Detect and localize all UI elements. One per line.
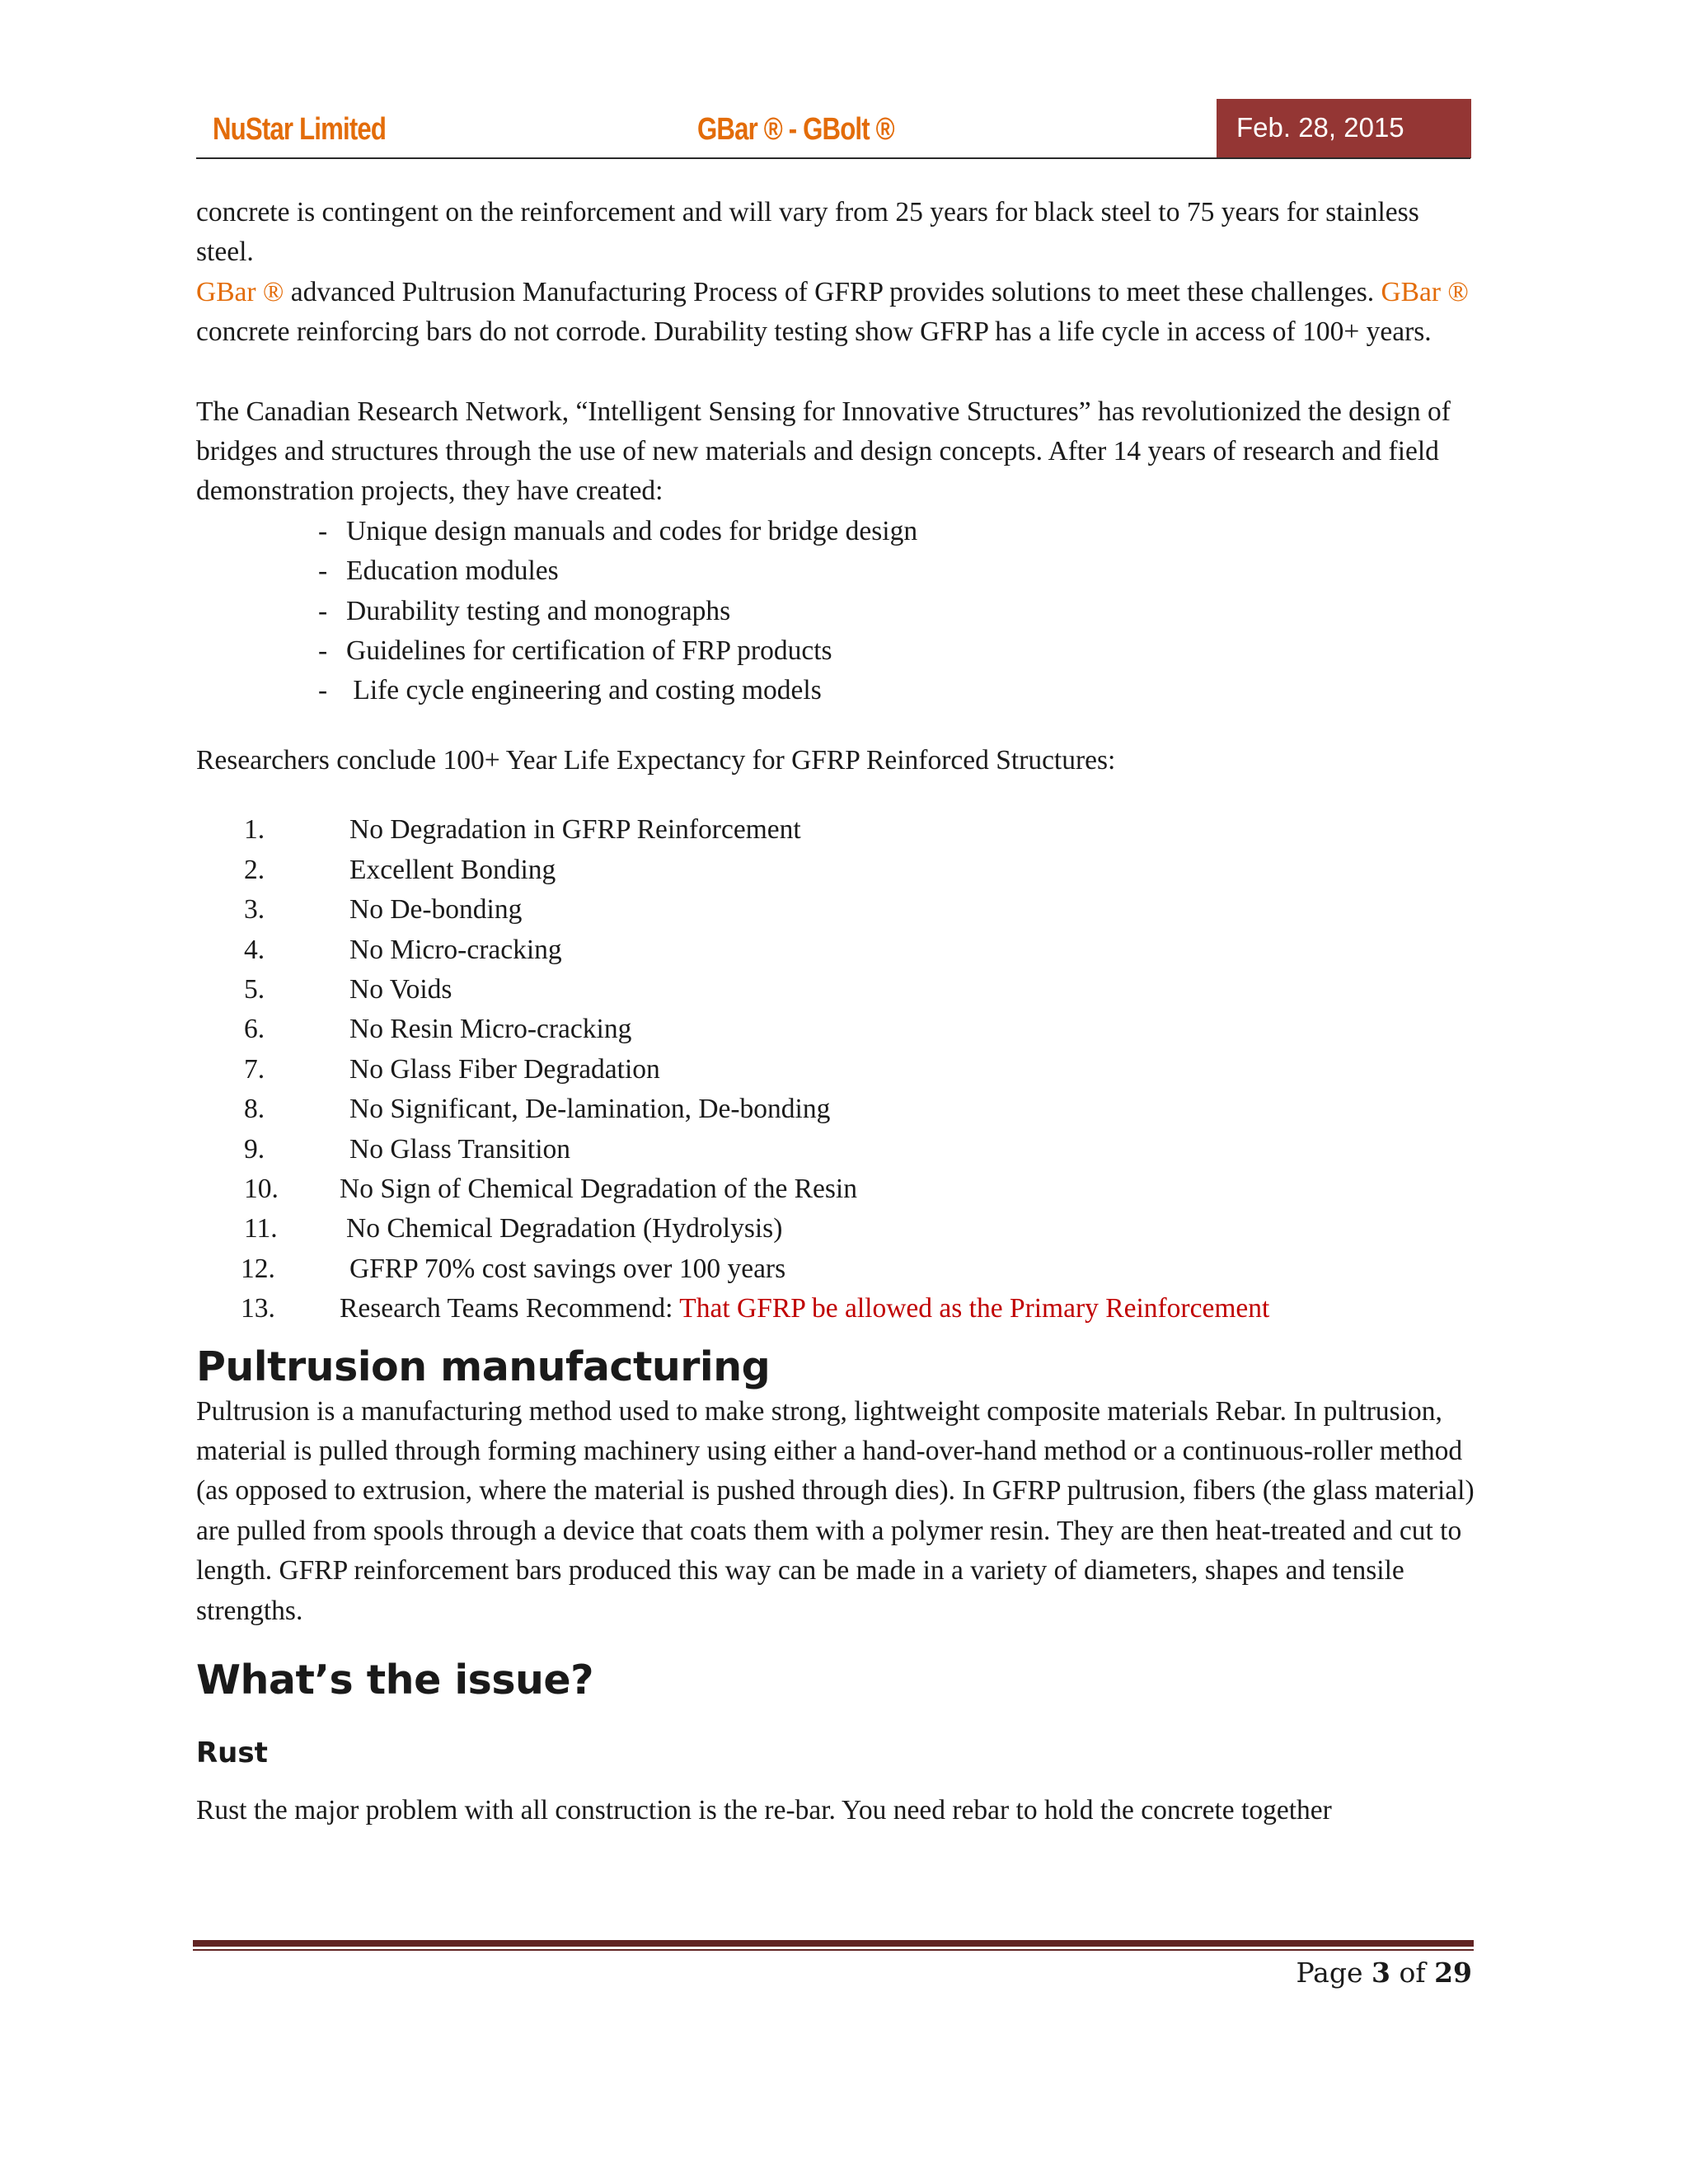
page-current: 3 xyxy=(1372,1957,1390,1989)
list-number: 13. xyxy=(241,1293,275,1324)
list-item-text: Research Teams Recommend: xyxy=(340,1293,680,1324)
list-number: 5. xyxy=(244,973,265,1005)
list-item xyxy=(196,512,1482,551)
heading-issue: What’s the issue? xyxy=(196,1657,594,1704)
paragraph-researchers-conclude: Researchers conclude 100+ Year Life Expectancy for GFRP Reinforced Structures: xyxy=(196,744,1116,776)
list-item xyxy=(196,551,1482,591)
list-item xyxy=(196,930,1482,970)
page-word: Page xyxy=(1296,1957,1363,1989)
page-body xyxy=(196,193,1482,1830)
footer-divider xyxy=(193,1940,1474,1947)
heading-pultrusion: Pultrusion manufacturing xyxy=(196,1343,771,1390)
of-word: of xyxy=(1399,1957,1426,1989)
list-item xyxy=(196,1090,1482,1129)
bullet-list xyxy=(196,512,1482,711)
list-item-text: No Glass Fiber Degradation xyxy=(349,1053,660,1085)
header-date-box xyxy=(1217,99,1471,158)
list-item-text: Guidelines for certification of FRP products xyxy=(346,635,832,667)
gbar-brand-text: GBar ® xyxy=(1381,276,1469,307)
list-item-text: Education modules xyxy=(346,555,559,587)
list-number: 8. xyxy=(244,1094,265,1125)
header-product-name: GBar ® - GBolt ® xyxy=(697,112,894,147)
list-item-text: GFRP 70% cost savings over 100 years xyxy=(349,1253,786,1284)
paragraph-gbar-solution xyxy=(196,273,1482,353)
header-company-name: NuStar Limited xyxy=(213,112,387,147)
list-item xyxy=(196,1169,1482,1209)
header-date: Feb. 28, 2015 xyxy=(1236,112,1404,143)
numbered-list xyxy=(196,810,1482,1329)
paragraph-pultrusion: Pultrusion is a manufacturing method used to make strong, lightweight composite materials Rebar. In pultrusion, material is pulled through forming machinery using either a hand-over-hand method or a continuous-roller method (as opposed to extrusion, where the material is pushed through dies). In GFRP pultrusion, fibers (the glass material) are pulled from spools through a device that coats them with a polymer resin. They are then heat-treated and cut to length. GFRP reinforcement bars produced this way can be made in a variety of diameters, shapes and tensile strengths. xyxy=(196,1395,1475,1626)
recommendation-highlight: That GFRP be allowed as the Primary Reinforcement xyxy=(679,1293,1270,1324)
list-item-text: Unique design manuals and codes for bridge design xyxy=(346,515,918,546)
page-total: 29 xyxy=(1434,1957,1472,1989)
list-item-text: No Glass Transition xyxy=(349,1133,571,1165)
list-number: 6. xyxy=(244,1014,265,1045)
header-divider xyxy=(196,157,1470,159)
bullet-marker: - xyxy=(318,635,328,667)
paragraph-concrete-lifespan: concrete is contingent on the reinforcement and will vary from 25 years for black steel to 75 years for stainless steel. xyxy=(196,197,1419,268)
list-item-text: No De-bonding xyxy=(349,894,523,926)
bullet-marker: - xyxy=(318,555,328,587)
list-number: 10. xyxy=(244,1173,279,1204)
list-item-text: Excellent Bonding xyxy=(349,854,556,885)
list-item-text: No Chemical Degradation (Hydrolysis) xyxy=(346,1213,783,1244)
list-item xyxy=(196,970,1482,1010)
paragraph-research-network: The Canadian Research Network, “Intelligent Sensing for Innovative Structures” has revolutionized the design of bridges and structures through the use of new materials and design concepts. After 14 years of research and field demonstration projects, they have created: xyxy=(196,396,1451,507)
list-item xyxy=(196,1249,1482,1289)
list-number: 7. xyxy=(244,1053,265,1085)
paragraph-text: concrete reinforcing bars do not corrode. Durability testing show GFRP has a life cycle in access of 100+ years. xyxy=(196,316,1432,348)
list-item-text: No Micro-cracking xyxy=(349,934,562,965)
list-item-text: No Degradation in GFRP Reinforcement xyxy=(349,814,801,846)
list-item xyxy=(196,1130,1482,1169)
list-item xyxy=(196,810,1482,850)
list-item xyxy=(196,592,1482,631)
list-item-text: No Sign of Chemical Degradation of the Resin xyxy=(340,1173,857,1204)
page-number xyxy=(1296,1957,1472,1989)
list-number: 12. xyxy=(241,1253,275,1284)
list-item xyxy=(196,1010,1482,1049)
paragraph-text: advanced Pultrusion Manufacturing Process of GFRP provides solutions to meet these challenges. xyxy=(284,276,1381,307)
bullet-marker: - xyxy=(318,595,328,626)
list-number: 4. xyxy=(244,934,265,965)
footer-divider-thin xyxy=(193,1949,1474,1951)
list-number: 9. xyxy=(244,1133,265,1165)
list-item xyxy=(196,851,1482,890)
list-item-text: No Resin Micro-cracking xyxy=(349,1014,632,1045)
list-number: 3. xyxy=(244,894,265,926)
paragraph-rust: Rust the major problem with all construction is the re-bar. You need rebar to hold the concrete together xyxy=(196,1795,1332,1825)
list-number: 1. xyxy=(244,814,265,846)
list-item xyxy=(196,1209,1482,1249)
list-number: 11. xyxy=(244,1213,278,1244)
list-item-text: Life cycle engineering and costing models xyxy=(346,675,822,706)
list-item xyxy=(196,671,1482,710)
bullet-marker: - xyxy=(318,515,328,546)
list-item xyxy=(196,890,1482,930)
list-item xyxy=(196,1289,1482,1329)
heading-rust: Rust xyxy=(196,1736,268,1769)
list-item xyxy=(196,1050,1482,1090)
list-item-text: No Voids xyxy=(349,973,452,1005)
bullet-marker: - xyxy=(318,675,328,706)
list-item xyxy=(196,631,1482,671)
list-number: 2. xyxy=(244,854,265,885)
gbar-brand-text: GBar ® xyxy=(196,276,284,307)
list-item-text: No Significant, De-lamination, De-bonding xyxy=(349,1094,831,1125)
list-item-text: Durability testing and monographs xyxy=(346,595,731,626)
